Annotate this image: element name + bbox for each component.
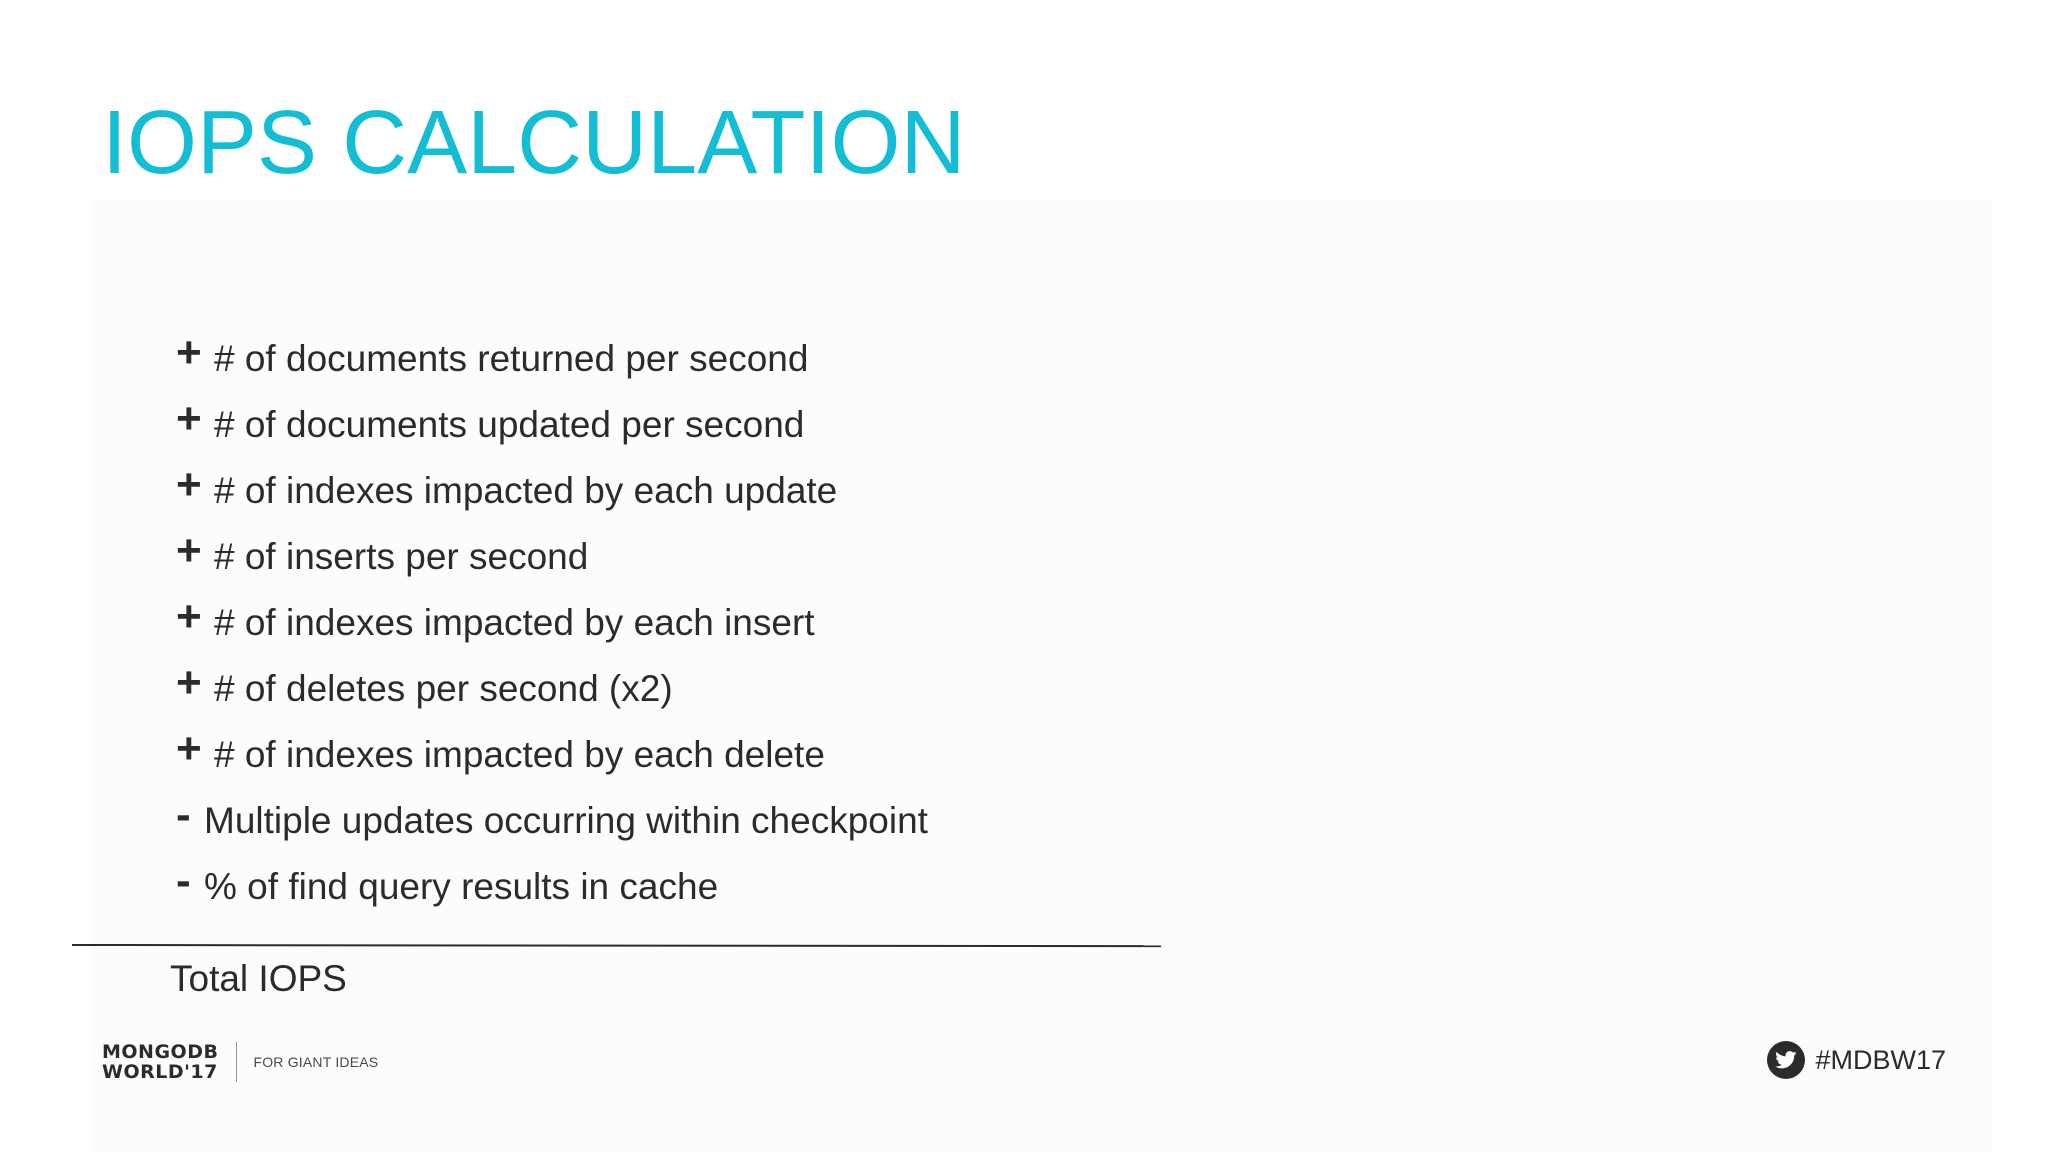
plus-sign: + (176, 724, 202, 773)
mongodb-world-logo (102, 1042, 378, 1082)
list-item (176, 524, 928, 590)
plus-sign: + (176, 460, 202, 509)
list-item (176, 722, 928, 788)
slide-title: IOPS CALCULATION (102, 93, 966, 193)
list-item-text: # of documents updated per second (214, 404, 805, 445)
logo-line-1: MONGODB (102, 1041, 219, 1063)
plus-sign: + (176, 328, 202, 377)
list-item (176, 326, 928, 392)
list-item-text: # of inserts per second (214, 536, 589, 577)
plus-sign: + (176, 526, 202, 575)
logo-line-2: WORLD'17 (102, 1061, 218, 1083)
list-item (176, 392, 928, 458)
twitter-icon (1767, 1041, 1805, 1079)
plus-sign: + (176, 658, 202, 707)
plus-sign: + (176, 394, 202, 443)
minus-sign: - (176, 856, 191, 905)
list-item-text: Multiple updates occurring within checkpoint (204, 800, 928, 841)
logo-tagline: FOR GIANT IDEAS (253, 1054, 379, 1070)
twitter-hashtag (1767, 1041, 1946, 1079)
list-item-text: # of indexes impacted by each insert (214, 602, 815, 643)
list-item-text: # of indexes impacted by each update (214, 470, 838, 511)
calculation-list (176, 326, 928, 920)
list-item-text: % of find query results in cache (204, 866, 719, 907)
logo-wordmark (102, 1042, 218, 1082)
list-item (176, 590, 928, 656)
list-item-text: # of indexes impacted by each delete (214, 734, 825, 775)
minus-sign: - (176, 790, 191, 839)
hashtag-text: #MDBW17 (1815, 1045, 1946, 1075)
list-item (176, 458, 928, 524)
list-item-text: # of documents returned per second (214, 338, 809, 379)
list-item-text: # of deletes per second (x2) (214, 668, 673, 709)
plus-sign: + (176, 592, 202, 641)
list-item (176, 656, 928, 722)
list-item (176, 854, 928, 920)
logo-separator (236, 1042, 237, 1082)
list-item (176, 788, 928, 854)
total-label: Total IOPS (170, 958, 347, 999)
